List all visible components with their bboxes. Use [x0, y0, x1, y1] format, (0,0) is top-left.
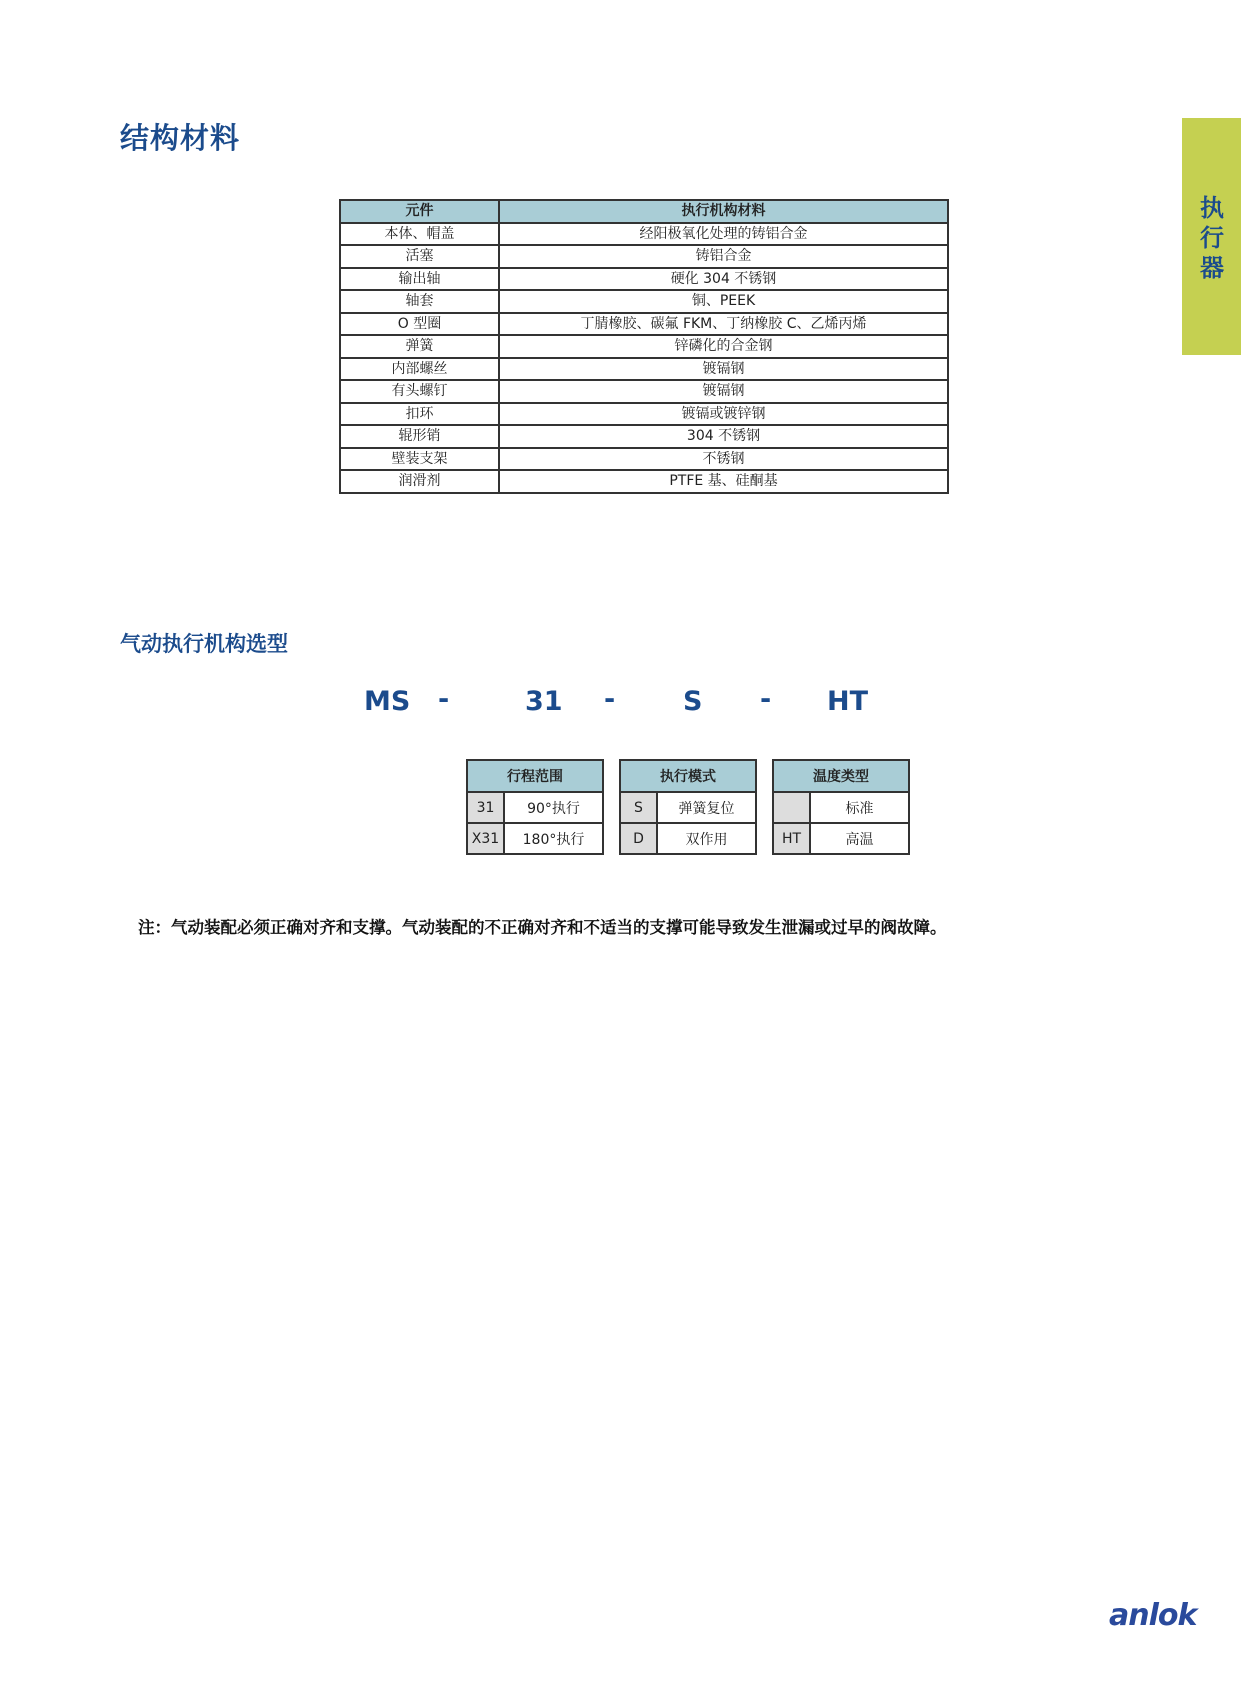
temperature-type-table — [772, 759, 910, 855]
table-row — [340, 470, 948, 493]
table-row — [620, 792, 756, 823]
brand-logo: anlok — [1109, 1598, 1197, 1633]
option-desc: 标准 — [810, 792, 909, 823]
column-header: 执行机构材料 — [499, 200, 948, 223]
table-row — [340, 268, 948, 291]
side-tab — [1182, 118, 1241, 355]
side-tab-label: 执行器 — [1200, 194, 1224, 282]
action-mode-table — [619, 759, 757, 855]
option-code: D — [620, 823, 657, 854]
table-row — [340, 313, 948, 336]
material-cell: 铜、PEEK — [499, 290, 948, 313]
code-series: MS — [364, 686, 411, 717]
component-cell: 内部螺丝 — [340, 358, 499, 381]
material-cell: PTFE 基、硅酮基 — [499, 470, 948, 493]
material-cell: 硬化 304 不锈钢 — [499, 268, 948, 291]
stroke-range-table — [466, 759, 604, 855]
material-cell: 锌磷化的合金钢 — [499, 335, 948, 358]
selection-title: 气动执行机构选型 — [120, 632, 288, 656]
component-cell: 润滑剂 — [340, 470, 499, 493]
component-cell: 轴套 — [340, 290, 499, 313]
code-mode: S — [683, 686, 703, 717]
component-cell: O 型圈 — [340, 313, 499, 336]
option-code: HT — [773, 823, 810, 854]
materials-table — [339, 199, 949, 494]
option-desc: 弹簧复位 — [657, 792, 756, 823]
component-cell: 活塞 — [340, 245, 499, 268]
option-code — [773, 792, 810, 823]
option-table-title: 行程范围 — [467, 760, 603, 792]
table-row — [340, 245, 948, 268]
code-range: 31 — [525, 686, 563, 717]
option-table-title: 温度类型 — [773, 760, 909, 792]
table-row — [340, 223, 948, 246]
table-row — [340, 335, 948, 358]
component-cell: 壁装支架 — [340, 448, 499, 471]
table-row — [620, 823, 756, 854]
table-row — [340, 380, 948, 403]
code-temperature: HT — [827, 686, 869, 717]
table-row — [340, 403, 948, 426]
code-separator: - — [438, 684, 450, 715]
option-code: S — [620, 792, 657, 823]
table-row — [340, 448, 948, 471]
table-row — [340, 358, 948, 381]
material-cell: 镀镉或镀锌钢 — [499, 403, 948, 426]
component-cell: 输出轴 — [340, 268, 499, 291]
option-code: X31 — [467, 823, 504, 854]
option-code: 31 — [467, 792, 504, 823]
option-table-title: 执行模式 — [620, 760, 756, 792]
material-cell: 镀镉钢 — [499, 380, 948, 403]
table-header-row — [340, 200, 948, 223]
option-desc: 90°执行 — [504, 792, 603, 823]
table-row — [340, 425, 948, 448]
material-cell: 304 不锈钢 — [499, 425, 948, 448]
material-cell: 丁腈橡胶、碳氟 FKM、丁纳橡胶 C、乙烯丙烯 — [499, 313, 948, 336]
option-desc: 双作用 — [657, 823, 756, 854]
component-cell: 弹簧 — [340, 335, 499, 358]
material-cell: 经阳极氧化处理的铸铝合金 — [499, 223, 948, 246]
component-cell: 本体、帽盖 — [340, 223, 499, 246]
component-cell: 辊形销 — [340, 425, 499, 448]
table-row — [467, 792, 603, 823]
code-separator: - — [760, 684, 772, 715]
column-header: 元件 — [340, 200, 499, 223]
material-cell: 不锈钢 — [499, 448, 948, 471]
table-row — [467, 823, 603, 854]
section-title: 结构材料 — [120, 121, 241, 155]
component-cell: 扣环 — [340, 403, 499, 426]
component-cell: 有头螺钉 — [340, 380, 499, 403]
code-separator: - — [604, 684, 616, 715]
table-row — [773, 823, 909, 854]
material-cell: 铸铝合金 — [499, 245, 948, 268]
option-desc: 180°执行 — [504, 823, 603, 854]
material-cell: 镀镉钢 — [499, 358, 948, 381]
option-desc: 高温 — [810, 823, 909, 854]
table-row — [773, 792, 909, 823]
table-row — [340, 290, 948, 313]
installation-note: 注：气动装配必须正确对齐和支撑。气动装配的不正确对齐和不适当的支撑可能导致发生泄漏或过早的阀故障。 — [138, 918, 947, 937]
